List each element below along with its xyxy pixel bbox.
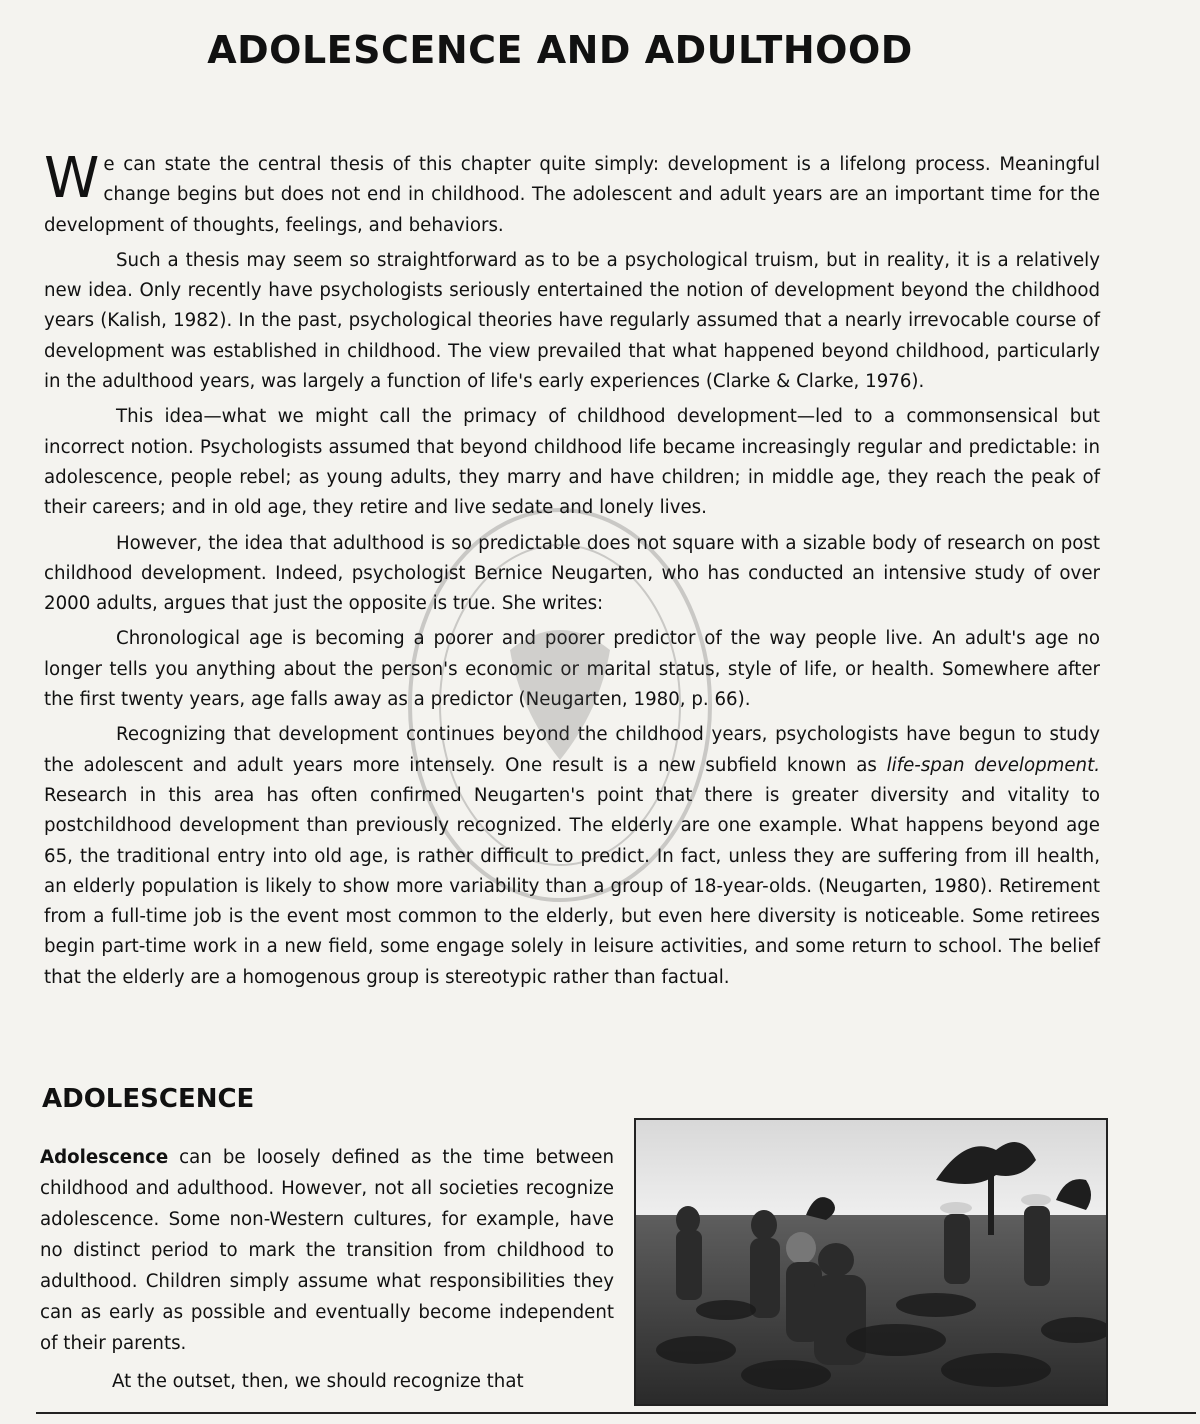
intro-paragraph-2: Such a thesis may seem so straightforward as to be a psychological truism, but in reality, it is a relatively new idea. Only recently have psychologists seriously entertained the notion of development beyond the childhood years (Kalish, 1982). In the past, psychological theories have regularly assumed that a nearly irrevocable course of development was established in childhood. The view prevailed that what happened beyond childhood, particularly in the adulthood years, was largely a function of life's early experiences (Clarke & Clarke, 1976). bbox=[44, 249, 1100, 393]
section-body bbox=[40, 1142, 614, 1404]
emphasized-term: life-span development. bbox=[886, 754, 1100, 776]
bold-term: Adolescence bbox=[40, 1147, 169, 1168]
section-paragraph-1: Adolescence can be loosely defined as the time between childhood and adulthood. However, not all societies recognize adolescence. Some non-Western cultures, for example, have no distinct period to mark the transition from childhood to adulthood. Children simply assume what responsibilities they can as early as possible and eventually become independent of their parents. bbox=[40, 1147, 614, 1354]
intro-paragraph-1: We can state the central thesis of this chapter quite simply: development is a lifelong process. Meaningful change begins but does not end in childhood. The adolescent and adult years are an important time for the development of thoughts, feelings, and behaviors. bbox=[44, 146, 1100, 236]
field-workers-photo bbox=[634, 1118, 1108, 1406]
bottom-rule bbox=[36, 1412, 1196, 1414]
section-paragraph-2: At the outset, then, we should recognize that bbox=[112, 1371, 524, 1392]
intro-paragraph-6: Recognizing that development continues beyond the childhood years, psychologists have begun to study the adolescent and adult years more intensely. One result is a new subfield known as life-span development. Research in this area has often confirmed Neugarten's point that there is greater diversity and vitality to postchildhood development than previously recognized. The elderly are one example. What happens beyond age 65, the traditional entry into old age, is rather difficult to predict. In fact, unless they are suffering from ill health, an elderly population is likely to show more variability than a group of 18-year-olds. (Neugarten, 1980). Retirement from a full-time job is the event most common to the elderly, but even here diversity is noticeable. Some retirees begin part-time work in a new field, some engage solely in leisure activities, and some return to school. The belief that the elderly are a homogenous group is stereotypic rather than factual. bbox=[44, 724, 1100, 988]
intro-paragraph-4: However, the idea that adulthood is so predictable does not square with a sizable body of research on post childhood development. Indeed, psychologist Bernice Neugarten, who has conducted an intensive study of over 2000 adults, argues that just the opposite is true. She writes: bbox=[44, 532, 1100, 615]
photo-illustration bbox=[636, 1120, 1106, 1404]
intro-paragraph-3: This idea—what we might call the primacy of childhood development—led to a commonsensical but incorrect notion. Psychologists assumed that beyond childhood life became increasingly regular and predictable: in adolescence, people rebel; as young adults, they marry and have children; in middle age, they reach the peak of their careers; and in old age, they retire and live sedate and lonely lives. bbox=[44, 406, 1100, 519]
intro-body bbox=[44, 146, 1100, 998]
block-quote: Chronological age is becoming a poorer and poorer predictor of the way people live. An adult's age no longer tells you anything about the person's economic or marital status, style of life, or health. Somewhere after the first twenty years, age falls away as a predictor (Neugarten, 1980, p. 66). bbox=[44, 628, 1100, 711]
section-heading: ADOLESCENCE bbox=[42, 1084, 255, 1114]
chapter-title: ADOLESCENCE AND ADULTHOOD bbox=[207, 28, 913, 72]
drop-cap: W bbox=[44, 146, 100, 211]
